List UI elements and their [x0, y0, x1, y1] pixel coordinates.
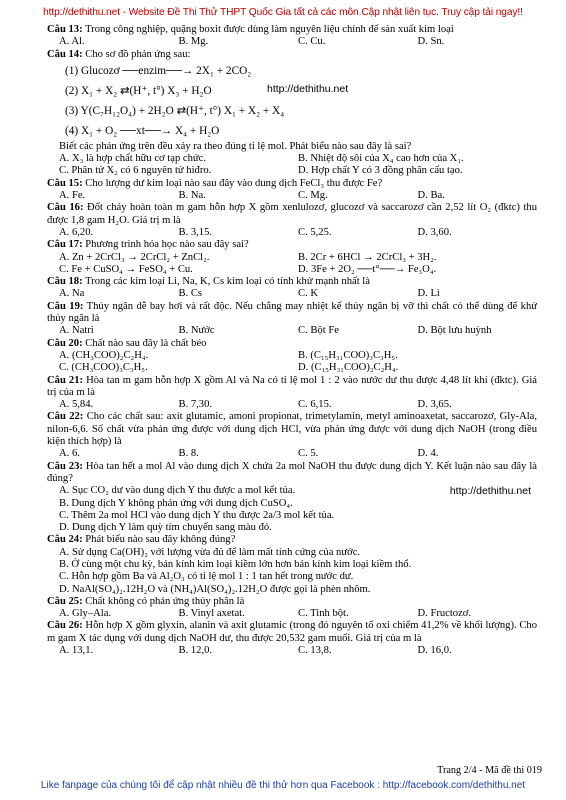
options-row	[47, 153, 537, 165]
option-a: A. 5,84.	[59, 399, 94, 411]
question-text: Phát biểu nào sau đây không đúng?	[82, 534, 236, 546]
option-d: D. Fructozơ.	[417, 608, 472, 620]
option-d: D. NaAl(SO₄)₂.12H₂O và (NH₄)Al(SO₄)₂.12H₂O được gọi là phèn nhôm.	[59, 583, 371, 595]
question-label: Câu 18:	[47, 276, 83, 288]
question-text: Chất nào sau đây là chất béo	[82, 337, 207, 349]
options-row	[47, 264, 537, 276]
option-b: B. Mg.	[178, 36, 209, 48]
option-b: B. Nước	[178, 325, 215, 337]
option-d: D. 3,65.	[417, 399, 452, 411]
option-a: A. Gly–Ala.	[59, 608, 112, 620]
page-number: Trang 2/4 - Mã đề thi 019	[437, 765, 542, 776]
question-19	[47, 301, 537, 326]
option-a: A. Al.	[59, 36, 85, 48]
option-d: D. Bột lưu huỳnh	[417, 325, 492, 337]
options-row	[47, 36, 537, 48]
option-b: B. 7,30.	[178, 399, 213, 411]
footer-facebook-link[interactable]: Like fanpage của chúng tôi để cập nhật nhiều đề thi thử hơn qua Facebook : http://facebook.com/dethithu.net	[40, 780, 526, 791]
option-d: D. 16,0.	[417, 645, 452, 657]
question-label: Câu 23:	[47, 460, 83, 472]
option-c: C. Cu.	[298, 36, 326, 48]
option-b: B. 2Cr + 6HCl → 2CrCl₃ + 3H₂.	[298, 251, 437, 263]
option-a: A. Fe.	[59, 190, 86, 202]
option-c: C. Hỗn hợp gồm Ba và Al₂O₃ có tỉ lệ mol 1 : 1 tan hết trong nước dư.	[59, 571, 354, 583]
question-21	[47, 375, 537, 400]
options-row	[47, 288, 537, 300]
question-24	[47, 534, 537, 546]
option-d: D. Li	[417, 288, 440, 300]
options-list	[47, 547, 537, 596]
option-d: D. Hợp chất Y có 3 đồng phân cấu tạo.	[298, 165, 463, 177]
option-a: A. X₃ là hợp chất hữu cơ tạp chức.	[59, 153, 206, 165]
option-d: D. Ba.	[417, 190, 445, 202]
option-d: D. Sn.	[417, 36, 445, 48]
option-a: A. Zn + 2CrCl₃ → 2CrCl₂ + ZnCl₂.	[59, 251, 210, 263]
option-d: D. 3,60.	[417, 226, 452, 238]
option-a: A. Sục CO₂ dư vào dung dịch Y thu được a mol kết tủa. http://dethithu.net	[59, 485, 531, 498]
option-c: C. Mg.	[298, 190, 328, 202]
option-b: B. 3,15.	[178, 226, 213, 238]
question-13	[47, 24, 537, 36]
option-c: C. 13,8.	[298, 645, 332, 657]
option-c: C. Tinh bột.	[298, 608, 349, 620]
options-row	[47, 350, 537, 362]
options-row	[47, 448, 537, 460]
exam-content	[47, 24, 537, 657]
question-text: Cho lượng dư kim loại nào sau đây vào dung dịch FeCl₃ thu được Fe?	[82, 177, 383, 189]
option-c: C. 5.	[298, 448, 319, 460]
watermark-link[interactable]: http://dethithu.net	[449, 485, 531, 498]
question-text: Trong công nghiệp, quặng boxit được dùng làm nguyên liệu chính để sản xuất kim loại	[82, 24, 454, 35]
option-c: C. K	[298, 288, 319, 300]
option-a: A. 6,20.	[59, 226, 94, 238]
question-label: Câu 26:	[47, 620, 83, 632]
question-text: Phương trình hóa học nào sau đây sai?	[82, 239, 249, 251]
option-a: A. 6.	[59, 448, 80, 460]
question-14	[47, 49, 537, 61]
option-c: C. 6,15.	[298, 399, 332, 411]
option-c: C. Thêm 2a mol HCl vào dung dịch Y thu được 2a/3 mol kết tủa.	[59, 509, 335, 521]
reaction-equation-3: (3) Y(C₇H₁₂O₄) + 2H₂O ⇄(H⁺, t°) X₁ + X₂ + X₄	[65, 104, 285, 117]
option-a: A. (CH₃COO)₂C₂H₄.	[59, 349, 149, 361]
question-text: Thủy ngân dễ bay hơi và rất độc. Nếu chẳng may nhiệt kế thủy ngân bị vỡ thì chất có thể dùng để khử thủy ngân là	[47, 300, 538, 325]
question-25	[47, 596, 537, 608]
options-row	[47, 190, 537, 202]
option-c: C. Phân tử X₂ có 6 nguyên tử hiđro.	[59, 165, 212, 177]
question-22	[47, 411, 537, 448]
options-row	[47, 165, 537, 177]
question-16	[47, 202, 537, 227]
question-label: Câu 19:	[47, 300, 84, 312]
option-a: A. Sử dụng Ca(OH)₂ với lượng vừa đủ để làm mất tính cứng của nước.	[59, 546, 361, 558]
question-17	[47, 239, 537, 251]
question-label: Câu 21:	[47, 374, 84, 386]
option-d: D. 4.	[417, 448, 439, 460]
option-b: B. (C₁₅H₃₁COO)₃C₃H₅.	[298, 349, 398, 361]
question-label: Câu 25:	[47, 595, 83, 607]
reaction-equation-2: (2) X₁ + X₂ ⇄(H⁺, t°) X₃ + H₂O http://dethithu.net	[47, 81, 537, 101]
question-26	[47, 620, 537, 645]
watermark-link[interactable]: http://dethithu.net	[267, 82, 349, 95]
question-label: Câu 24:	[47, 534, 83, 546]
question-label: Câu 14:	[47, 48, 83, 60]
reaction-equation-4: (4) X₁ + O₂ ──xt──→ X₄ + H₂O	[65, 124, 220, 137]
options-list	[47, 485, 537, 534]
question-text: Cho các chất sau: axit glutamic, amoni propionat, trimetylamin, metyl aminoaxetat, saccarozơ, Gly-Ala, nilon-6,6. Số chất vừa phản ứng được với dung dịch HCl, vừa phản ứng được với dung dịch NaOH (trong điều kiện thích hợp) là	[47, 411, 538, 448]
question-20	[47, 338, 537, 350]
option-d: D. Dung dịch Y làm quỳ tím chuyển sang màu đỏ.	[59, 522, 272, 534]
options-row	[47, 362, 537, 374]
question-label: Câu 17:	[47, 239, 83, 251]
option-d: D. (C₁₅H₃₁COO)₂C₂H₄.	[298, 362, 399, 374]
reaction-equation-1: (1) Glucozơ ──enzim──→ 2X₁ + 2CO₂	[65, 64, 252, 77]
question-label: Câu 16:	[47, 202, 84, 214]
question-text: Trong các kim loại Li, Na, K, Cs kim loại có tính khử mạnh nhất là	[82, 276, 370, 288]
question-text: Hỗn hợp X gồm glyxin, alanin và axit glutamic (trong đó nguyên tố oxi chiếm 41,2% về khối lượng). Cho m gam X tác dụng với dung dịch NaOH dư, thu được 20,532 gam muối. Giá trị của m là	[47, 620, 538, 644]
option-d: D. 3Fe + 2O₂ ──t°──→ Fe₃O₄.	[298, 263, 437, 275]
question-text: Hòa tan m gam hỗn hợp X gồm Al và Na có tỉ lệ mol 1 : 2 vào nước dư thu được 4,48 lít khí (đktc). Giá trị của m là	[47, 374, 537, 398]
option-b: B. 8.	[178, 448, 199, 460]
options-row	[47, 227, 537, 239]
question-label: Câu 15:	[47, 177, 83, 189]
question-15	[47, 178, 537, 190]
option-c: C. Bột Fe	[298, 325, 339, 337]
question-18	[47, 276, 537, 288]
question-23	[47, 461, 537, 486]
option-c: C. (CH₃COO)₃C₃H₅.	[59, 362, 148, 374]
question-label: Câu 20:	[47, 337, 83, 349]
option-a: A. Natri	[59, 325, 94, 337]
option-b: B. 12,0.	[178, 645, 213, 657]
option-a: A. 13,1.	[59, 645, 94, 657]
option-b: B. Ở cùng một chu kỳ, bán kính kim loại kiềm lớn hơn bán kính kim loại kiềm thổ.	[59, 558, 412, 570]
options-row	[47, 252, 537, 264]
option-b: B. Nhiệt độ sôi của X₄ cao hơn của X₁.	[298, 153, 464, 165]
question-text: Chất không có phản ứng thủy phân là	[82, 595, 245, 607]
options-row	[47, 325, 537, 337]
question-label: Câu 22:	[47, 411, 84, 423]
question-label: Câu 13:	[47, 24, 83, 35]
option-c: C. 5,25.	[298, 226, 332, 238]
option-a: A. Na	[59, 288, 85, 300]
options-row	[47, 645, 537, 657]
question-text: Đốt cháy hoàn toàn m gam hỗn hợp X gồm xenlulozơ, glucozơ và saccarozơ cần 2,52 lít O₂ (đktc) thu được 1,8 gam H₂O. Giá trị m là	[47, 202, 537, 226]
question-text: Cho sơ đồ phản ứng sau:	[82, 48, 191, 60]
option-b: B. Vinyl axetat.	[178, 608, 245, 620]
option-c: C. Fe + CuSO₄ → FeSO₄ + Cu.	[59, 263, 193, 275]
option-b: B. Cs	[178, 288, 203, 300]
question-note: Biết các phản ứng trên đều xảy ra theo đúng tỉ lệ mol. Phát biểu nào sau đây là sai?	[59, 140, 412, 152]
question-text: Hòa tan hết a mol Al vào dung dịch X chứa 2a mol NaOH thu được dung dịch Y. Kết luận nào sau đây là đúng?	[47, 460, 538, 484]
options-row	[47, 608, 537, 620]
header-website-link[interactable]: http://dethithu.net - Website Đề Thi Thử THPT Quốc Gia tất cả các môn.Cập nhật liên tục. Truy cập tải ngay!!	[43, 7, 523, 18]
option-b: B. Na.	[178, 190, 206, 202]
option-b: B. Dung dịch Y không phản ứng với dung dịch CuSO₄.	[59, 497, 293, 509]
options-row	[47, 399, 537, 411]
